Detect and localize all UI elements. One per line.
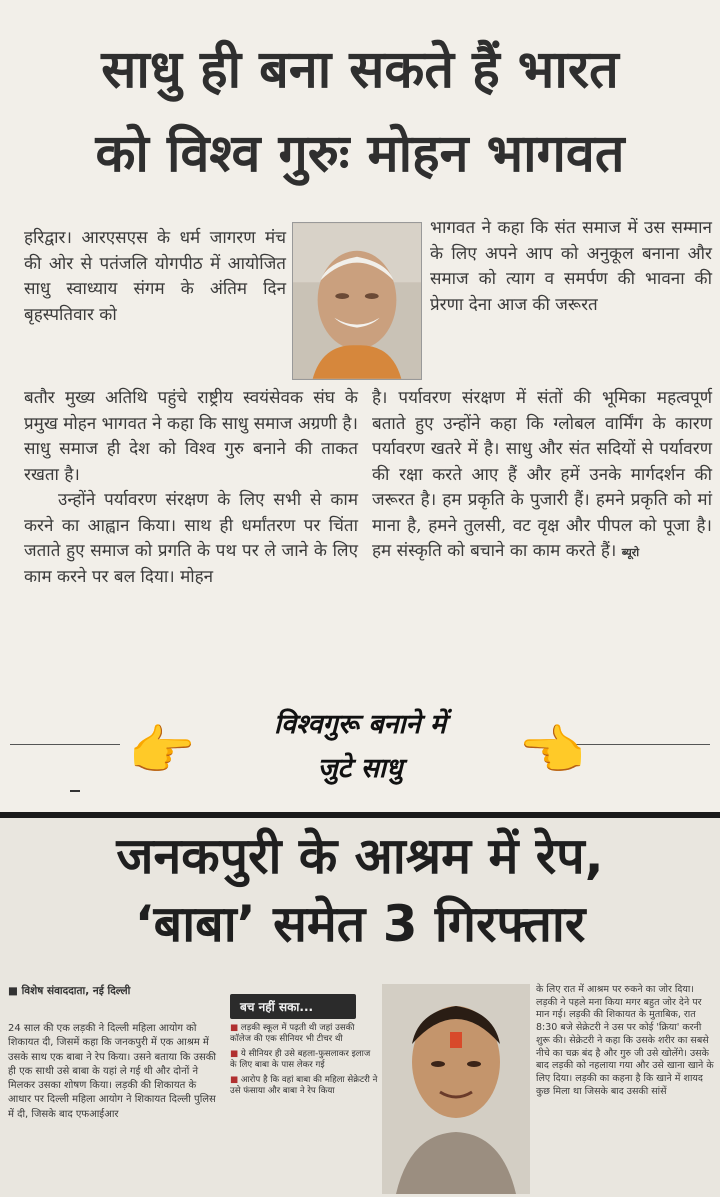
bottom-headline-line1: जनकपुरी के आश्रम में रेप, xyxy=(116,827,604,885)
sidebar-box-item: ■ लड़की स्कूल में पढ़ती थी जहां उसकी कॉलेज की एक सीनियर भी टीचर थी xyxy=(230,1023,378,1045)
top-right-lower-text: है। पर्यावरण संरक्षण में संतों की भूमिका महत्वपूर्ण बताते हुए उन्होंने कहा कि ग्लोबल वार्मिंग के कारण पर्यावरण खतरे में है। साधु और संत सदियों से पर्यावरण की रक्षा करते आए हैं और हमें उनके मार्गदर्शन की जरूरत है। हम प्रकृति के पुजारी हैं। हमने प्रकृति को मां माना है, हमने तुलसी, वट वृक्ष और पीपल को पूजा है। हम संस्कृति को बचाने का काम करते हैं। xyxy=(372,388,712,561)
sidebar-box xyxy=(230,994,378,1194)
top-left-column xyxy=(24,386,358,590)
caption-divider-left xyxy=(10,744,120,745)
sidebar-box-title: बच नहीं सका... xyxy=(230,994,356,1019)
pointing-hand-icon: 👉 xyxy=(520,719,588,782)
top-right-lower-paragraph xyxy=(372,386,712,566)
bottom-news-clipping xyxy=(0,818,720,1197)
accused-photo xyxy=(382,984,530,1194)
bottom-left-column: 24 साल की एक लड़की ने दिल्ली महिला आयोग को शिकायत दी, जिसमें कहा कि जनकपुरी में एक आश्रम में उसके साथ एक बाबा ने रेप किया। उसने बताया कि उसकी ही एक साथी उसे बाबा के यहां ले गई थी और दोनों ने मिलकर उसका शोषण किया। लड़की की शिकायत के आधार पर दिल्ली महिला आयोग ने शिकायत दिल्ली पुलिस में दी, जिसके बाद एफआईआर xyxy=(8,1023,216,1120)
caption-block xyxy=(0,700,720,810)
sidebar-box-item: ■ आरोप है कि वहां बाबा की महिला सेक्रेटरी ने उसे फंसाया और बाबा ने रेप किया xyxy=(230,1075,378,1097)
top-right-column-upper xyxy=(430,216,712,318)
pointing-hand-icon: 👉 xyxy=(128,719,196,782)
bottom-headline xyxy=(0,822,720,958)
bottom-right-column: के लिए रात में आश्रम पर रुकने का जोर दिया। लड़की ने पहले मना किया मगर बहुत जोर देने पर मान गई। लड़की की शिकायत के मुताबिक, रात 8:30 बजे सेक्रेटरी ने उस पर कोई 'क्रिया' करनी शुरू की। सेक्रेटरी ने कहा कि उसके शरीर का सबसे नीचे का चक्र बंद है और गुरु जी उसे खोलेंगे। उसके बाद लड़की को नहलाया गया और उसे खाना खाने के लिए दिया। लड़की का कहना है कि खाने में शायद कुछ मिला था जिसके बाद उसकी सांसें xyxy=(536,984,714,1097)
sidebar-box-item: ■ ये सीनियर ही उसे बहला-फुसलाकर इलाज के लिए बाबा के पास लेकर गई xyxy=(230,1049,378,1071)
portrait-illustration xyxy=(382,984,530,1194)
top-headline-line2: को विश्व गुरुः मोहन भागवत xyxy=(95,124,625,184)
dash-mark xyxy=(70,790,80,792)
top-intro-text: हरिद्वार। आरएसएस के धर्म जागरण मंच की ओर से पतंजलि योगपीठ में आयोजित साधु स्वाध्याय संगम के अंतिम दिन बृहस्पतिवार को xyxy=(24,228,286,325)
top-right-column xyxy=(372,386,712,566)
bureau-mark: ब्यूरो xyxy=(621,546,640,559)
caption-line2: जुटे साधु xyxy=(317,753,403,784)
bottom-byline: ■ विशेष संवाददाता, नई दिल्ली xyxy=(8,985,131,997)
top-left-para2-text: उन्होंने पर्यावरण संरक्षण के लिए सभी से काम करने का आह्वान किया। साथ ही धर्मांतरण पर चिंता जताते हुए समाज को प्रगति के पथ पर ले जाने के लिए काम करने पर बल दिया। मोहन xyxy=(24,490,358,587)
top-intro-column xyxy=(24,226,286,328)
mohan-bhagwat-photo xyxy=(292,222,422,380)
bottom-headline-line2: ‘बाबा’ समेत 3 गिरफ्तार xyxy=(134,895,586,953)
top-left-continued-text: बतौर मुख्य अतिथि पहुंचे राष्ट्रीय स्वयंसेवक संघ के प्रमुख मोहन भागवत ने कहा कि साधु समाज अग्रणी है। साधु समाज ही देश को विश्व गुरु बनाने की ताकत रखता है। xyxy=(24,388,358,485)
caption-line1: विश्वगुरू बनाने में xyxy=(274,709,446,740)
top-headline-line1: साधु ही बना सकते हैं भारत xyxy=(101,40,619,100)
top-headline xyxy=(0,28,720,196)
portrait-illustration xyxy=(293,223,421,379)
top-right-upper-text: भागवत ने कहा कि संत समाज में उस सम्मान के लिए अपने आप को अनुकूल बनाना और समाज को त्याग व समर्पण की भावना की प्रेरणा देना आज की जरूरत xyxy=(430,218,712,315)
